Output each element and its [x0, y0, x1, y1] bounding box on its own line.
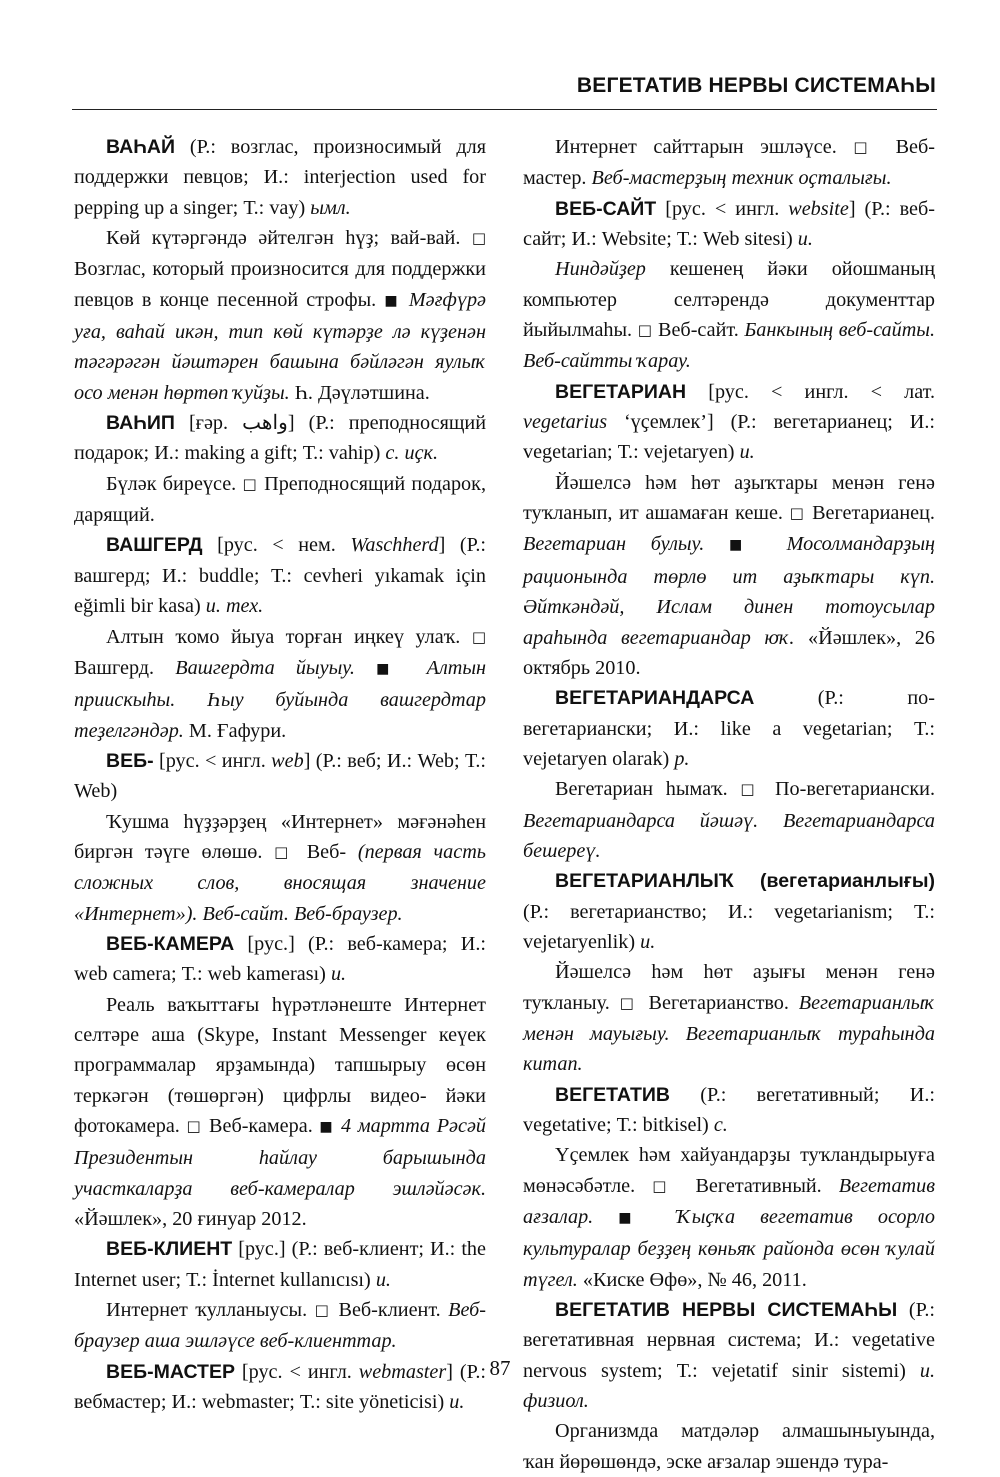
entry-veb-master: ВЕБ-МАСТЕР [рус. < ингл. webmaster] (Р.: вебмастер; И.: webmaster; Т.: site yöneticisi) и. — [74, 1360, 486, 1414]
entry-veb-sait: ВЕБ-САЙТ [рус. < ингл. website] (Р.: веб-сайт; И.: Website; Т.: Web sitesi) и. — [523, 197, 935, 251]
translation-box-icon: □ — [471, 229, 486, 248]
entry-vahip: ВАҺИП [ғәр. واهب] (Р.: преподносящий подарок; И.: making a gift; Т.: vahip) с. иҫк. — [74, 412, 487, 465]
translation-box-icon: □ — [471, 627, 486, 646]
headword: ВЕГЕТАРИАНЛЫҠ — [555, 870, 734, 893]
headword: ВАҺИП — [106, 412, 175, 435]
example-square-icon: ■ — [376, 660, 406, 677]
entry-veb-kamera: ВЕБ-КАМЕРА [рус.] (Р.: веб-камера; И.: web camera; Т.: web kamerası) и. — [74, 932, 486, 986]
definition: Реаль ваҡыттағы һүрәтләнеште Интернет селтәре аша (Skype, Instant Messenger кеүек программалар ярҙамында) тапшырыу өсөн теркәгән (төшөргән) цифрлы видео- йәки фотокамера. □ Веб-камера. ■ 4 мартта Рәсәй Президентын һайлау барышында участкаларҙа веб-камералар эшләйәсәк. «Йәшлек», 20 ғинуар 2012. — [74, 993, 487, 1231]
definition: Ниндәйҙер кешенең йәки ойошманың компьютер селтәрендә документтар йыйылмаһы. □ Веб-сайт. Банкының веб-сайты. Веб-сайтты ҡарау. — [523, 258, 935, 373]
translation-box-icon: □ — [186, 1117, 203, 1135]
running-head: ВЕГЕТАТИВ НЕРВЫ СИСТЕМАҺЫ — [576, 74, 936, 97]
headword: ВЕГЕТАРИАН — [555, 380, 687, 403]
headword: ВАҺАЙ — [106, 136, 175, 158]
entry-vegetarian: ВЕГЕТАРИАН [рус. < ингл. < лат. vegetarius ‘үҫемлек’] (Р.: вегетарианец; И.: vegetarian; Т.: vejetaryen) и. — [523, 380, 935, 464]
translation-box-icon: □ — [274, 842, 295, 861]
header-rule — [72, 109, 937, 110]
entry-vahai: ВАҺАЙ (Р.: возглас, произносимый для поддержки певцов; И.: interjection used for pepping up a singer; Т.: vay) ымл. — [74, 136, 486, 219]
headword: ВАШГЕРД — [106, 534, 203, 557]
headword: ВЕБ-КАМЕРА — [106, 932, 235, 955]
translation-box-icon: □ — [853, 138, 880, 156]
translation-box-icon: □ — [652, 1176, 679, 1195]
definition: Үҫемлек һәм хайуандарҙы туҡландырыуға мөнәсәбәтле. □ Вегетативный. Вегетатив ағзалар. ■ Ҡыҫҡа вегетатив осорло культуралар беҙҙең көньяҡ районда өсөн ҡулай түгел. «Киске Өфө», № 46, 2011. — [523, 1144, 935, 1291]
definition: Организмда матдәләр алмашыныуында, ҡан йөрөшөндә, эске ағзалар эшендә тура- — [523, 1420, 935, 1473]
translation-box-icon: □ — [789, 504, 806, 523]
headword: ВЕГЕТАТИВ — [555, 1083, 670, 1106]
example-square-icon: ■ — [319, 1119, 335, 1135]
translation-box-icon: □ — [740, 780, 763, 799]
right-column — [523, 132, 935, 1477]
example-square-icon: ■ — [384, 292, 401, 309]
headword: ВЕБ-САЙТ — [555, 197, 657, 220]
entry-vegetariandarsa: ВЕГЕТАРИАНДАРСА (Р.: по-вегетариански; И.: like a vegetarian; Т.: vejetaryen olarak) р. — [523, 687, 935, 770]
page-number: 87 — [489, 1356, 511, 1380]
entry-veb: ВЕБ- [рус. < ингл. web] (Р.: веб; И.: Web; Т.: Web) — [74, 749, 486, 803]
entry-vashgerd: ВАШГЕРД [рус. < нем. Waschherd] (Р.: вашгерд; И.: buddle; Т.: cevheri yıkamak için eğimli bir kasa) и. тех. — [74, 534, 486, 618]
definition: Интернет ҡулланыусы. □ Веб-клиент. Веб-браузер аша эшләүсе веб-клиенттар. — [74, 1299, 487, 1353]
example-square-icon: ■ — [729, 537, 762, 554]
definition: Алтын ҡомо йыуа торған иңкеү улаҡ. □ Вашгерд. Вашгердта йыуыу. ■ Алтын приискыһы. Һыу буйында вашгердтар теҙелгәндәр. М. Ғафури. — [74, 625, 487, 742]
headword: ВЕГЕТАТИВ НЕРВЫ СИСТЕМАҺЫ — [555, 1299, 898, 1322]
headword: ВЕБ-КЛИЕНТ — [106, 1238, 233, 1261]
entry-vegetativ-nervy: ВЕГЕТАТИВ НЕРВЫ СИСТЕМАҺЫ (Р.: вегетативная нервная система; И.: vegetative nervous system; Т.: vejetatif sinir sistemi) и. физиол. — [523, 1299, 935, 1413]
definition: Йәшелсә һәм һөт аҙығы менән генә туҡланыу. □ Вегетарианство. Вегетарианлыҡ менән мауығыу. Вегетарианлыҡ тураһында китап. — [523, 961, 935, 1076]
translation-box-icon: □ — [242, 474, 258, 493]
definition: Бүләк биреүсе. □ Преподносящий подарок, дарящий. — [74, 472, 486, 527]
entry-veb-klient: ВЕБ-КЛИЕНТ [рус.] (Р.: веб-клиент; И.: the Internet user; Т.: İnternet kullanıcısı) и. — [74, 1238, 486, 1291]
headword-plural: (вегетарианлығы) — [733, 870, 935, 893]
definition: Вегетариан һымаҡ. □ По-вегетариански. Вегетариандарса йәшәү. Вегетариандарса бешереү. — [523, 778, 935, 862]
definition: Йәшелсә һәм һөт аҙыҡтары менән генә туҡланып, ит ашамаған кеше. □ Вегетарианец. Вегетариан булыу. ■ Мосолмандарҙың рационында төрлө ит аҙыҡтары күп. Әйткәндәй, Ислам динен тотоусылар араһында вегетариандар юҡ. «Йәшлек», 26 октябрь 2010. — [523, 471, 936, 679]
translation-box-icon: □ — [314, 1301, 332, 1320]
entry-vegetarianlyk: ВЕГЕТАРИАНЛЫҠ (вегетарианлығы) (Р.: вегетарианство; И.: vegetarianism; Т.: vejetaryenlik) и. — [523, 870, 935, 953]
headword: ВЕГЕТАРИАНДАРСА — [555, 687, 755, 710]
translation-box-icon: □ — [637, 321, 653, 340]
definition: Интернет сайттарын эшләүсе. □ Веб-мастер. Веб-мастерҙың техник оҫталығы. — [523, 136, 935, 190]
arabic-etymon: واهب — [242, 412, 288, 435]
definition: Көй күтәргәндә әйтелгән һүҙ; вай-вай. □ Возглас, который произносится для поддержки певцов в конце песенной строфы. ■ Мәғфүрә уға, ваһай икән, тип көй күтәрҙе лә күҙенән тәгәрәгән йәштәрен башына бәйләгән яулыҡ осо менән һөртөп ҡуйҙы. Һ. Дәүләтшина. — [74, 227, 486, 404]
left-column — [74, 132, 486, 1417]
example-square-icon: ■ — [618, 1210, 652, 1227]
definition: Ҡушма һүҙҙәрҙең «Интернет» мәғәнәһен биргән тәүге өлөшө. □ Веб- (первая часть сложных слов, вносящая значение «Интернет»). Веб-сайт. Веб-браузер. — [74, 810, 486, 925]
headword: ВЕБ-МАСТЕР — [106, 1360, 235, 1383]
translation-box-icon: □ — [619, 993, 639, 1012]
headword: ВЕБ- — [106, 749, 154, 772]
entry-vegetativ: ВЕГЕТАТИВ (Р.: вегетативный; И.: vegetative; Т.: bitkisel) с. — [523, 1083, 935, 1136]
